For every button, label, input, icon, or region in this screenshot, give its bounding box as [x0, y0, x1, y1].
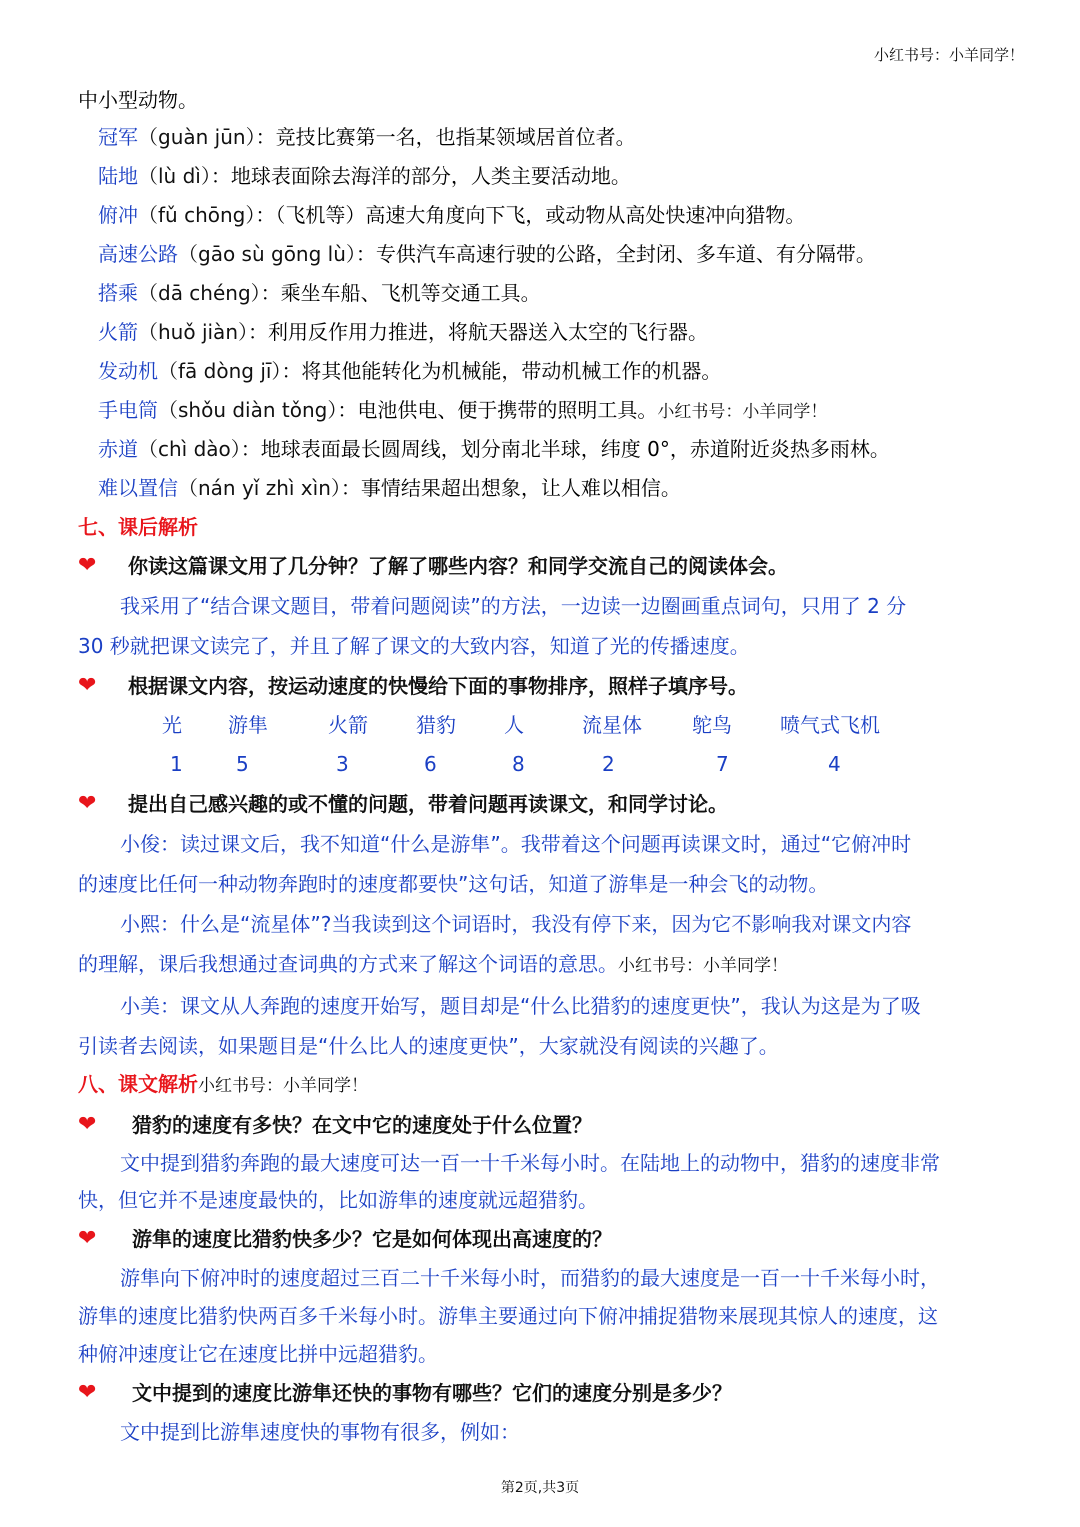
- question-6: [78, 1373, 1018, 1413]
- vocab-pinyin: （fā dòng jī）: [158, 359, 282, 383]
- vocab-pinyin: （shǒu diàn tǒng）: [158, 398, 338, 422]
- section8-title-text: 八、课文解析: [78, 1072, 198, 1096]
- heart-icon: ❤: [78, 1112, 97, 1137]
- answer-line: 小熙：什么是“流星体”?当我读到这个词语时，我没有停下来，因为它不影响我对课文内容: [120, 912, 912, 936]
- vocab-item: [78, 236, 1018, 275]
- answer-line: 文中提到比游隼速度快的事物有很多，例如：: [120, 1420, 520, 1444]
- vocab-definition: ：利用反作用力推进，将航天器送入太空的飞行器。: [248, 320, 708, 344]
- heart-icon: ❤: [78, 791, 97, 816]
- page-footer: 第2页,共3页: [500, 1480, 580, 1496]
- answer-line: 我采用了“结合课文题目，带着问题阅读”的方法，一边读一边圈画重点词句，只用了 2 分: [120, 594, 907, 618]
- item-order: 3: [336, 752, 349, 776]
- vocab-term: 火箭: [98, 320, 138, 344]
- vocab-item: [78, 119, 1018, 158]
- orders-row: [78, 745, 1018, 784]
- answer-line: 小美：课文从人奔跑的速度开始写，题目却是“什么比猎豹的速度更快”，我认为这是为了吸: [120, 994, 921, 1018]
- vocab-item: [78, 470, 1018, 509]
- intro-line: 中小型动物。: [78, 88, 198, 112]
- question-text: 游隼的速度比猎豹快多少？它是如何体现出高速度的？: [132, 1227, 612, 1251]
- page-content: [78, 82, 1018, 1451]
- vocab-item: [78, 353, 1018, 392]
- vocab-pinyin: （guàn jūn）: [138, 125, 256, 149]
- vocab-list: [78, 119, 1018, 509]
- vocab-item: [78, 275, 1018, 314]
- item-name: 流星体: [582, 713, 642, 737]
- question-5: [78, 1219, 1018, 1259]
- vocab-definition: ：事情结果超出想象，让人难以相信。: [340, 476, 681, 500]
- item-order: 6: [424, 752, 437, 776]
- heart-icon: ❤: [78, 1380, 97, 1405]
- heart-icon: ❤: [78, 553, 97, 578]
- vocab-definition: ：地球表面除去海洋的部分，人类主要活动地。: [210, 164, 631, 188]
- vocab-pinyin: （huǒ jiàn）: [138, 320, 248, 344]
- question-1: [78, 546, 1018, 586]
- vocab-term: 手电筒: [98, 398, 158, 422]
- item-order: 7: [716, 752, 729, 776]
- vocab-item: [78, 392, 1018, 431]
- answer-text: 的理解，课后我想通过查词典的方式来了解这个词语的意思。: [78, 952, 618, 976]
- question-4: [78, 1105, 1018, 1145]
- item-name: 鸵鸟: [692, 713, 732, 737]
- answer-line: 文中提到猎豹奔跑的最大速度可达一百一十千米每小时。在陆地上的动物中，猎豹的速度非常: [120, 1151, 940, 1175]
- item-name: 人: [504, 713, 524, 737]
- question-3: [78, 784, 1018, 824]
- answer-line: 小俊：读过课文后，我不知道“什么是游隼”。我带着这个问题再读课文时，通过“它俯冲时: [120, 832, 912, 856]
- vocab-item: [78, 314, 1018, 353]
- vocab-item: [78, 158, 1018, 197]
- vocab-definition: ：地球表面最长圆周线，划分南北半球，纬度 0°，赤道附近炎热多雨林。: [240, 437, 890, 461]
- vocab-term: 高速公路: [98, 242, 178, 266]
- heart-icon: ❤: [78, 673, 97, 698]
- vocab-pinyin: （lù dì）: [138, 164, 211, 188]
- item-order: 8: [512, 752, 525, 776]
- question-text: 猎豹的速度有多快？在文中它的速度处于什么位置？: [132, 1113, 592, 1137]
- answer-line: 游隼向下俯冲时的速度超过三百二十千米每小时，而猎豹的最大速度是一百一十千米每小时，: [120, 1266, 940, 1290]
- vocab-pinyin: （gāo sù gōng lù）: [178, 242, 356, 266]
- vocab-term: 陆地: [98, 164, 138, 188]
- question-2: [78, 666, 1018, 706]
- vocab-pinyin: （fǔ chōng）: [138, 203, 256, 227]
- vocab-definition: ：将其他能转化为机械能，带动机械工作的机器。: [281, 359, 722, 383]
- vocab-term: 搭乘: [98, 281, 138, 305]
- question-text: 你读这篇课文用了几分钟？了解了哪些内容？和同学交流自己的阅读体会。: [128, 554, 788, 578]
- vocab-term: 难以置信: [98, 476, 178, 500]
- vocab-item: [78, 431, 1018, 470]
- question-text: 根据课文内容，按运动速度的快慢给下面的事物排序，照样子填序号。: [128, 674, 748, 698]
- vocab-term: 赤道: [98, 437, 138, 461]
- item-order: 2: [602, 752, 615, 776]
- vocab-definition: ：竞技比赛第一名，也指某领域居首位者。: [255, 125, 636, 149]
- item-name: 火箭: [328, 713, 368, 737]
- watermark-inline: 小红书号：小羊同学！: [198, 1076, 368, 1096]
- vocab-item: [78, 197, 1018, 236]
- question-text: 提出自己感兴趣的或不懂的问题，带着问题再读课文，和同学讨论。: [128, 792, 728, 816]
- section8-title: [78, 1066, 1018, 1105]
- question-text: 文中提到的速度比游隼还快的事物有哪些？它们的速度分别是多少？: [132, 1381, 732, 1405]
- vocab-definition: ：电池供电、便于携带的照明工具。: [337, 398, 658, 422]
- section7-title: 七、课后解析: [78, 515, 198, 539]
- item-order: 1: [170, 752, 183, 776]
- item-name: 喷气式飞机: [780, 713, 880, 737]
- vocab-definition: ：（飞机等）高速大角度向下飞，或动物从高处快速冲向猎物。: [255, 203, 806, 227]
- vocab-term: 发动机: [98, 359, 158, 383]
- vocab-term: 俯冲: [98, 203, 138, 227]
- watermark-inline: 小红书号：小羊同学！: [618, 956, 788, 976]
- answer-line: 游隼的速度比猎豹快两百多千米每小时。游隼主要通过向下俯冲捕捉猎物来展现其惊人的速度，这: [78, 1304, 938, 1328]
- item-order: 5: [236, 752, 249, 776]
- answer-line: [78, 944, 1018, 986]
- heart-icon: ❤: [78, 1226, 97, 1251]
- vocab-pinyin: （nán yǐ zhì xìn）: [178, 476, 341, 500]
- vocab-pinyin: （chì dào）: [138, 437, 241, 461]
- answer-line: 种俯冲速度让它在速度比拼中远超猎豹。: [78, 1342, 438, 1366]
- answer-line: 快，但它并不是速度最快的，比如游隼的速度就远超猎豹。: [78, 1188, 598, 1212]
- answer-line: 的速度比任何一种动物奔跑时的速度都要快”这句话，知道了游隼是一种会飞的动物。: [78, 872, 829, 896]
- answer-line: 引读者去阅读，如果题目是“什么比人的速度更快”，大家就没有阅读的兴趣了。: [78, 1034, 779, 1058]
- vocab-term: 冠军: [98, 125, 138, 149]
- answer-line: 30 秒就把课文读完了，并且了解了课文的大致内容，知道了光的传播速度。: [78, 634, 750, 658]
- watermark-top: 小红书号：小羊同学！: [873, 46, 1024, 64]
- vocab-definition: ：乘坐车船、飞机等交通工具。: [260, 281, 541, 305]
- vocab-definition: ：专供汽车高速行驶的公路，全封闭、多车道、有分隔带。: [355, 242, 876, 266]
- item-name: 光: [162, 713, 182, 737]
- vocab-pinyin: （dā chéng）: [138, 281, 261, 305]
- item-name: 游隼: [228, 713, 268, 737]
- items-row: [78, 706, 1018, 745]
- item-name: 猎豹: [416, 713, 456, 737]
- watermark-inline: 小红书号：小羊同学！: [657, 402, 828, 422]
- item-order: 4: [828, 752, 841, 776]
